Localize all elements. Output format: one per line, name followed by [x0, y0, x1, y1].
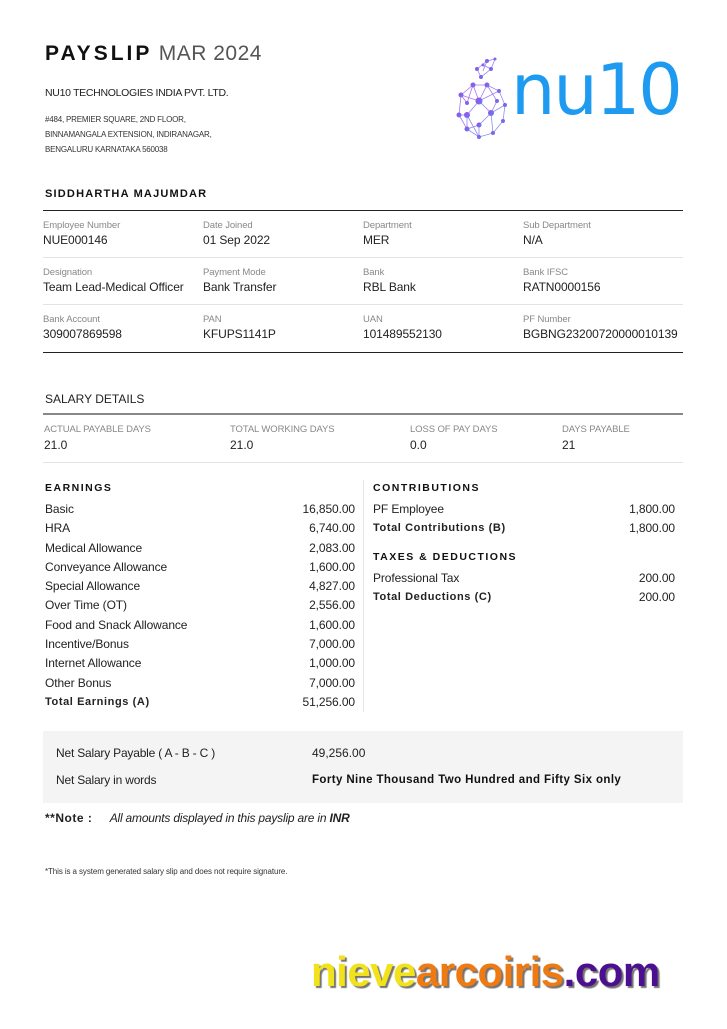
salary-details-title: SALARY DETAILS	[45, 392, 145, 406]
watermark	[311, 948, 660, 996]
note-text-body: All amounts displayed in this payslip are in	[109, 811, 330, 825]
address-line: #484, PREMIER SQUARE, 2ND FLOOR,	[45, 115, 186, 124]
earning-row	[45, 635, 355, 654]
note	[45, 811, 350, 825]
note-key: **Note :	[45, 811, 93, 825]
address-line: BINNAMANGALA EXTENSION, INDIRANAGAR,	[45, 130, 212, 139]
deduction-row	[373, 569, 675, 588]
info-label: UAN	[363, 314, 383, 325]
earning-row	[45, 577, 355, 596]
watermark-part: arcoiris	[415, 948, 564, 995]
divider	[43, 304, 683, 305]
earning-amount: 1,600.00	[309, 559, 355, 574]
earning-row	[45, 596, 355, 615]
company-logo	[453, 49, 703, 145]
column-divider	[363, 480, 364, 712]
info-value: MER	[363, 233, 390, 247]
deduction-label: Professional Tax	[373, 570, 460, 585]
info-cell	[43, 314, 203, 341]
pay-month: MAR 2024	[158, 42, 262, 65]
net-payable-value: 49,256.00	[312, 746, 366, 760]
info-label: Bank IFSC	[523, 267, 569, 278]
info-cell	[43, 267, 203, 294]
company-address	[45, 112, 212, 157]
info-label: Department	[363, 220, 412, 231]
contributions-title: CONTRIBUTIONS	[373, 482, 480, 494]
total-earnings-label: Total Earnings (A)	[45, 695, 150, 708]
days-label: ACTUAL PAYABLE DAYS	[44, 424, 151, 435]
earning-row	[45, 539, 355, 558]
earning-amount: 7,000.00	[309, 675, 355, 690]
info-value: N/A	[523, 233, 543, 247]
divider	[43, 352, 683, 353]
employee-name: SIDDHARTHA MAJUMDAR	[45, 188, 208, 200]
days-cell	[562, 424, 630, 452]
note-currency: INR	[329, 811, 350, 825]
total-deductions-amount: 200.00	[638, 589, 675, 604]
days-cell	[410, 424, 497, 452]
logo-wordmark: nu10	[511, 49, 681, 131]
watermark-part: .com	[563, 948, 660, 995]
info-label: Employee Number	[43, 220, 121, 231]
days-value: 21.0	[230, 438, 254, 452]
info-value: Bank Transfer	[203, 280, 277, 294]
contributions-section	[373, 482, 675, 607]
deduction-amount: 200.00	[638, 570, 675, 585]
earning-label: Basic	[45, 502, 74, 516]
earning-row	[45, 519, 355, 538]
info-cell	[363, 314, 523, 341]
info-value: NUE000146	[43, 233, 108, 247]
info-label: PAN	[203, 314, 222, 325]
earning-amount: 2,556.00	[309, 598, 355, 613]
days-value: 21.0	[44, 438, 68, 452]
company-name: NU10 TECHNOLOGIES INDIA PVT. LTD.	[45, 87, 229, 99]
info-value: BGBNG23200720000010139	[523, 327, 678, 341]
divider	[43, 257, 683, 258]
earnings-title: EARNINGS	[45, 482, 113, 494]
info-cell	[203, 267, 363, 294]
info-label: Sub Department	[523, 220, 591, 231]
contribution-label: PF Employee	[373, 502, 444, 516]
contribution-row	[373, 500, 675, 519]
earning-amount: 16,850.00	[302, 502, 355, 516]
earning-label: Food and Snack Allowance	[45, 617, 188, 632]
payslip-title	[45, 42, 262, 66]
note-text	[110, 811, 350, 825]
earning-row	[45, 500, 355, 519]
earning-amount: 1,000.00	[309, 656, 355, 671]
info-value: KFUPS1141P	[203, 327, 276, 341]
earning-row	[45, 616, 355, 635]
net-salary-box	[43, 731, 683, 803]
net-words-value: Forty Nine Thousand Two Hundred and Fifty Six only	[312, 774, 622, 786]
days-value: 21	[562, 438, 576, 452]
watermark-part: nieve	[311, 948, 416, 995]
info-label: Bank	[363, 267, 385, 278]
contribution-amount: 1,800.00	[629, 502, 675, 516]
total-earnings-amount: 51,256.00	[302, 694, 355, 709]
divider	[43, 210, 683, 211]
deductions-title: TAXES & DEDUCTIONS	[373, 550, 518, 563]
earning-label: Conveyance Allowance	[45, 559, 168, 574]
employee-info-row	[43, 220, 683, 247]
divider	[43, 413, 683, 415]
earning-label: Internet Allowance	[45, 656, 142, 671]
info-label: PF Number	[523, 314, 571, 325]
earning-label: Over Time (OT)	[45, 598, 127, 613]
info-label: Date Joined	[203, 220, 253, 231]
address-line: BENGALURU KARNATAKA 560038	[45, 145, 168, 154]
info-cell	[523, 314, 683, 341]
doc-title: PAYSLIP	[45, 42, 153, 65]
earnings-total-row	[45, 693, 355, 712]
earning-label: Other Bonus	[45, 675, 112, 690]
info-cell	[203, 220, 363, 247]
info-value: RBL Bank	[363, 280, 416, 294]
earning-amount: 2,083.00	[309, 540, 355, 555]
total-deductions-label: Total Deductions (C)	[373, 590, 492, 603]
total-contributions-amount: 1,800.00	[629, 521, 675, 536]
days-label: TOTAL WORKING DAYS	[230, 424, 335, 435]
info-value: Team Lead-Medical Officer	[43, 280, 184, 294]
info-value: RATN0000156	[523, 280, 601, 294]
info-value: 01 Sep 2022	[203, 233, 270, 247]
total-contributions-label: Total Contributions (B)	[373, 522, 506, 535]
divider	[43, 462, 683, 463]
info-cell	[523, 267, 683, 294]
earning-label: HRA	[45, 521, 71, 536]
earning-amount: 4,827.00	[309, 579, 355, 594]
info-cell	[43, 220, 203, 247]
info-label: Bank Account	[43, 314, 100, 325]
earning-label: Medical Allowance	[45, 540, 143, 555]
info-value: 101489552130	[363, 327, 442, 341]
net-words-label: Net Salary in words	[56, 773, 157, 787]
network-apple-icon	[453, 55, 513, 145]
earning-row	[45, 654, 355, 673]
info-cell	[523, 220, 683, 247]
info-label: Payment Mode	[203, 267, 266, 278]
employee-info-row	[43, 267, 683, 294]
info-cell	[363, 267, 523, 294]
earning-row	[45, 674, 355, 693]
earning-amount: 1,600.00	[309, 617, 355, 632]
earning-amount: 6,740.00	[309, 521, 355, 536]
net-payable-label: Net Salary Payable ( A - B - C )	[56, 746, 215, 760]
employee-info-row	[43, 314, 683, 341]
earnings-section	[45, 482, 355, 712]
info-cell	[363, 220, 523, 247]
contributions-total-row	[373, 519, 675, 538]
days-label: DAYS PAYABLE	[562, 424, 630, 435]
info-label: Designation	[43, 267, 93, 278]
deductions-total-row	[373, 588, 675, 607]
info-value: 309007869598	[43, 327, 122, 341]
earning-amount: 7,000.00	[309, 637, 355, 652]
days-label: LOSS OF PAY DAYS	[410, 424, 498, 435]
info-cell	[203, 314, 363, 341]
disclaimer: *This is a system generated salary slip and does not require signature.	[45, 867, 288, 876]
earning-row	[45, 558, 355, 577]
earning-label: Special Allowance	[45, 579, 141, 594]
days-value: 0.0	[410, 438, 427, 452]
days-cell	[230, 424, 334, 452]
days-cell	[44, 424, 151, 452]
earning-label: Incentive/Bonus	[45, 637, 129, 652]
